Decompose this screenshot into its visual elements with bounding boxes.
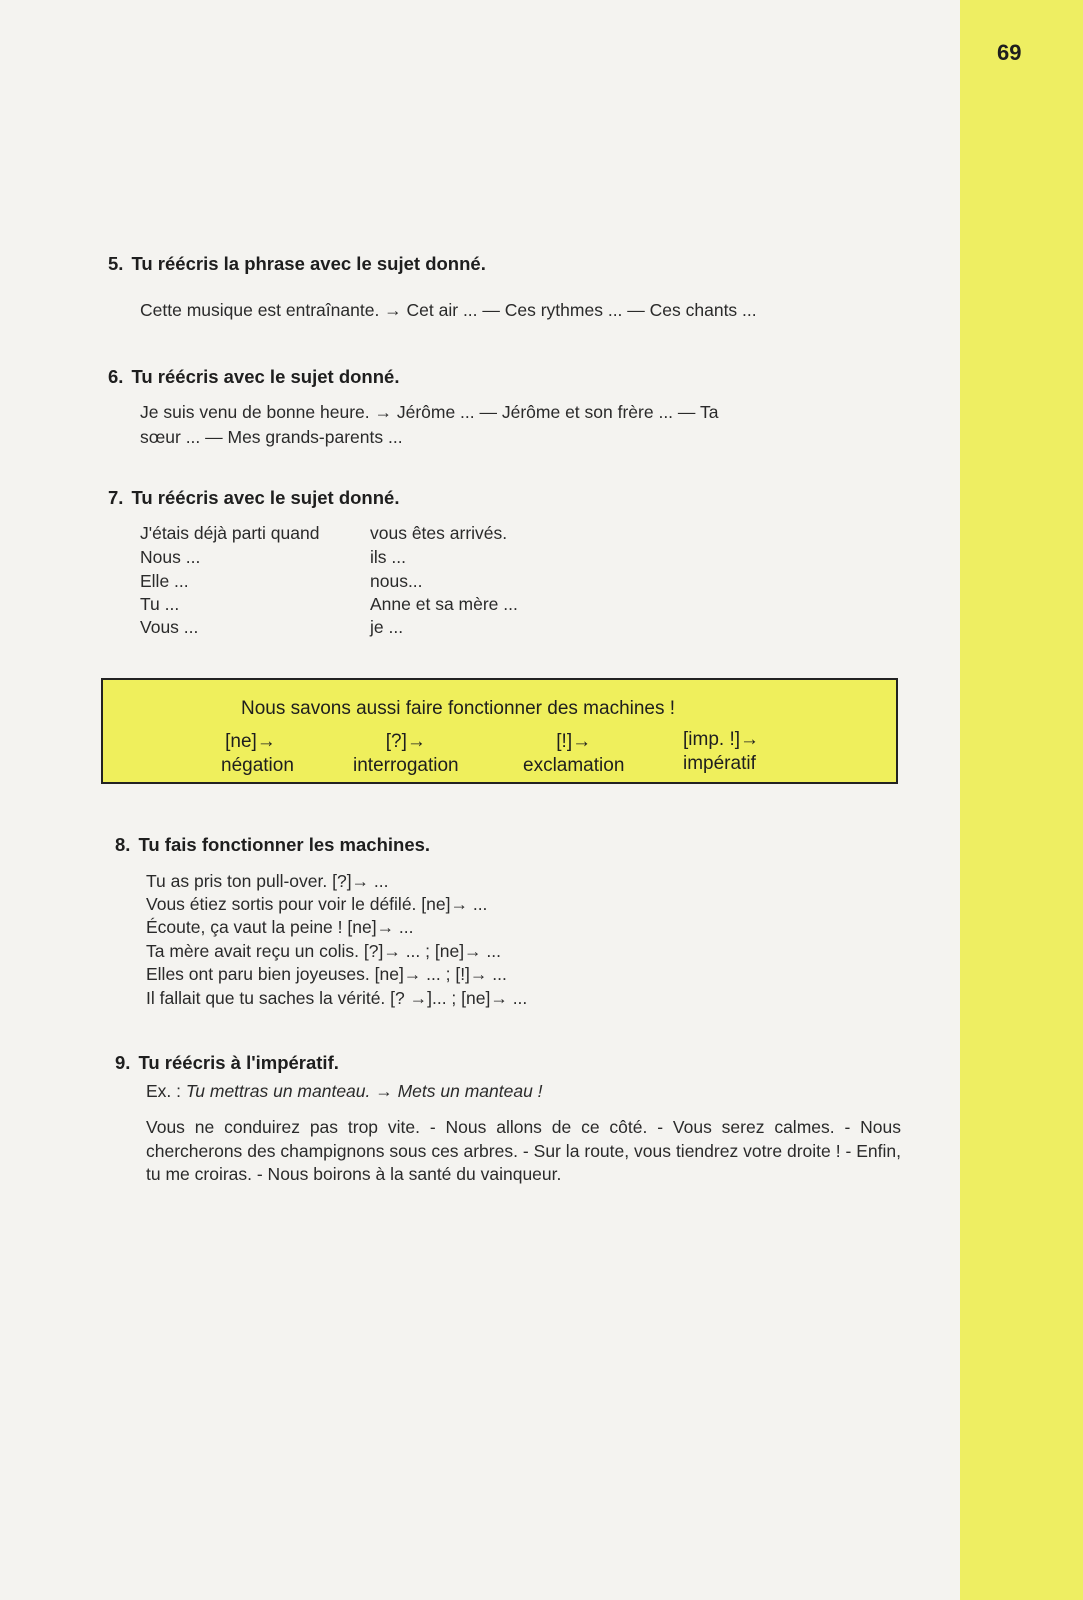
exercise-7-col2-row3: nous...: [370, 571, 423, 591]
exercise-8-line-3: Écoute, ça vaut la peine ! [ne]→ ...: [146, 917, 414, 937]
exercise-8-title: [115, 834, 430, 856]
exercise-6-line-2: sœur ... — Mes grands-parents ...: [140, 427, 403, 447]
machine-imperative-symbol: [imp. !]→: [683, 729, 760, 750]
exercise-8-line-4: Ta mère avait reçu un colis. [?]→ ... ; [ne]→ ...: [146, 941, 501, 961]
machine-imperative: [683, 728, 759, 776]
exercise-6-line-1: Je suis venu de bonne heure. → Jérôme ... — Jérôme et son frère ... — Ta: [140, 402, 719, 422]
example-prefix: Ex. :: [146, 1081, 182, 1101]
exercise-7-col2-row1: vous êtes arrivés.: [370, 523, 508, 543]
machine-interrogation: [353, 730, 459, 778]
exercise-9-title: [115, 1052, 339, 1074]
exercise-5-title: [108, 253, 486, 275]
exercise-9-paragraph: Vous ne conduirez pas trop vite. - Nous allons de ce côté. - Vous serez calmes. - Nous chercherons des champignons sous ces arbres. - Sur la route, vous tiendrez votre droite ! - Enfin, tu me croiras. - Nous boirons à la santé du vainqueur.: [146, 1117, 901, 1184]
machine-negation-label: négation: [221, 755, 294, 776]
exercise-6-title: [108, 366, 399, 388]
exercise-6-number: 6.: [108, 366, 124, 387]
exercise-5-instruction: Tu réécris la phrase avec le sujet donné.: [131, 253, 486, 274]
exercise-7-col1-row4: Tu ...: [140, 594, 180, 614]
callout-title: Nous savons aussi faire fonctionner des machines !: [241, 698, 676, 719]
exercise-8-line-5: Elles ont paru bien joyeuses. [ne]→ ... ; [!]→ ...: [146, 964, 507, 984]
exercise-7-number: 7.: [108, 487, 124, 508]
page-number: 69: [997, 40, 1022, 65]
exercise-7-col1-row3: Elle ...: [140, 571, 189, 591]
exercise-8-line-1: Tu as pris ton pull-over. [?]→ ...: [146, 871, 389, 891]
exercise-7-col2-row2: ils ...: [370, 547, 406, 567]
example-text: Tu mettras un manteau. → Mets un manteau !: [185, 1081, 543, 1101]
machine-negation-symbol: [ne]→: [225, 731, 276, 752]
machine-interrogation-label: interrogation: [353, 755, 459, 776]
machine-interrogation-symbol: [?]→: [385, 731, 426, 752]
machine-negation: [221, 730, 294, 778]
machine-exclamation-symbol: [!]→: [556, 731, 592, 752]
machine-exclamation-label: exclamation: [523, 755, 625, 776]
exercise-7-col1-row5: Vous ...: [140, 617, 199, 637]
exercise-8-instruction: Tu fais fonctionner les machines.: [138, 834, 431, 855]
exercise-5-sentence: Cette musique est entraînante. → Cet air ... — Ces rythmes ... — Ces chants ...: [140, 300, 757, 320]
exercise-8-line-6: Il fallait que tu saches la vérité. [? →]... ; [ne]→ ...: [146, 988, 528, 1008]
exercise-7-col1-row2: Nous ...: [140, 547, 201, 567]
exercise-7-col2-row4: Anne et sa mère ...: [370, 594, 518, 614]
machine-imperative-label: impératif: [683, 753, 756, 774]
exercise-5-number: 5.: [108, 253, 124, 274]
exercise-7-col1-row1: J'étais déjà parti quand: [140, 523, 320, 543]
exercise-8-number: 8.: [115, 834, 131, 855]
exercise-6-instruction: Tu réécris avec le sujet donné.: [131, 366, 400, 387]
machine-exclamation: [523, 730, 624, 778]
exercise-9-number: 9.: [115, 1052, 131, 1073]
exercise-7-col2-row5: je ...: [370, 617, 404, 637]
exercise-8-line-2: Vous étiez sortis pour voir le défilé. [ne]→ ...: [146, 894, 488, 914]
machines-callout-box: [101, 678, 898, 784]
exercise-7-title: [108, 487, 399, 509]
exercise-9-example: [146, 1081, 543, 1102]
exercise-9-instruction: Tu réécris à l'impératif.: [138, 1052, 339, 1073]
yellow-margin-band: [960, 0, 1083, 1600]
exercise-7-instruction: Tu réécris avec le sujet donné.: [131, 487, 400, 508]
